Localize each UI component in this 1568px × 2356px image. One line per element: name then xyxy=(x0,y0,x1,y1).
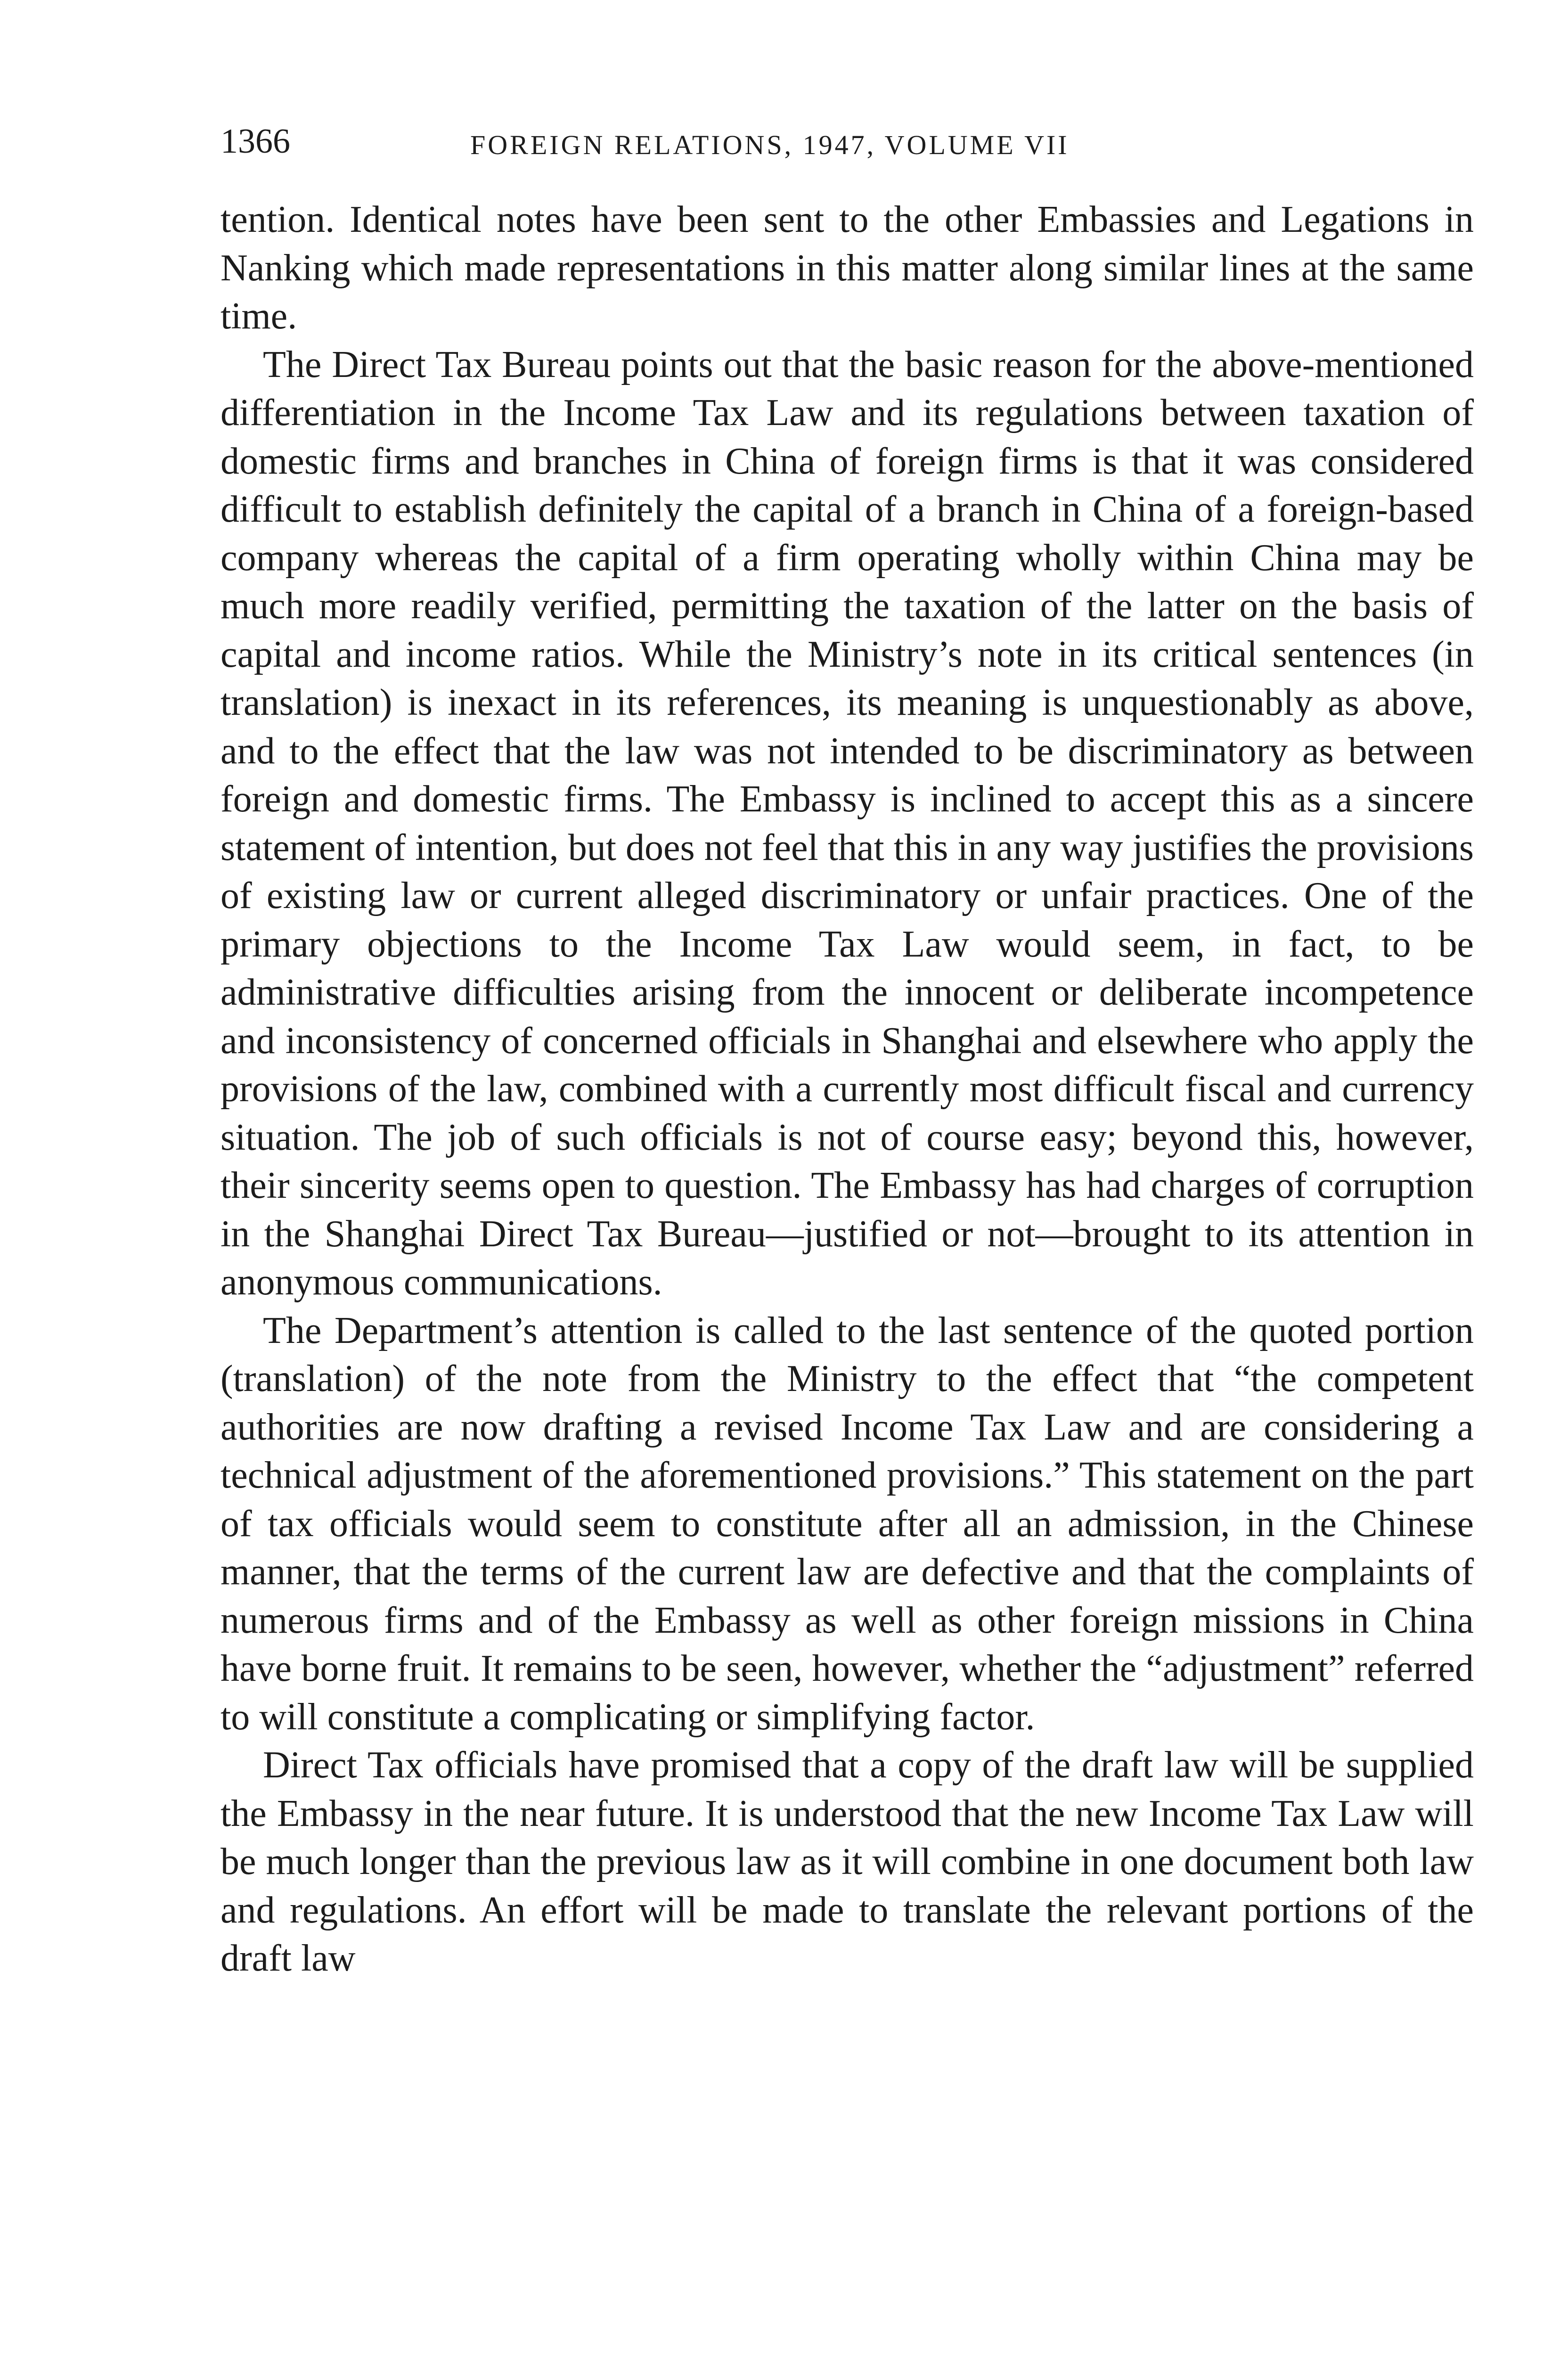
paragraph-draft-law: Direct Tax officials have promised that a copy of the draft law will be supplied the Embassy in the near future. It is understood that the new Income Tax Law will be much longer than the previous law as it will combine in one document both law and regulations. An effort will be made to translate the relevant portions of the draft law xyxy=(220,1744,1474,1979)
body-text xyxy=(220,196,1474,1983)
paragraph-department-attention: The Department’s attention is called to the last sentence of the quoted portion (translation) of the note from the Ministry to the effect that “the competent authorities are now drafting a revised Income Tax Law and are considering a technical adjustment of the aforementioned provisions.” This statement on the part of tax officials would seem to constitute after all an admission, in the Chinese manner, that the terms of the current law are defective and that the complaints of numerous firms and of the Embassy as well as other foreign missions in China have borne fruit. It remains to be seen, however, whether the “adjustment” referred to will constitute a complicating or simplifying factor. xyxy=(220,1309,1474,1738)
page-header xyxy=(220,115,1474,167)
running-title: FOREIGN RELATIONS, 1947, VOLUME VII xyxy=(470,130,1070,160)
paragraph-continuation: tention. Identical notes have been sent to the other Embassies and Legations in Nanking which made representations in this matter along similar lines at the same time. xyxy=(220,199,1474,337)
paragraph-direct-tax-bureau: The Direct Tax Bureau points out that the basic reason for the above-mentioned differentiation in the Income Tax Law and its regulations between taxation of domestic firms and branches in China of foreign firms is that it was considered difficult to establish definitely the capital of a branch in China of a foreign-based company whereas the capital of a firm operating wholly within China may be much more readily verified, permitting the taxation of the latter on the basis of capital and income ratios. While the Ministry’s note in its critical sentences (in translation) is inexact in its references, its meaning is unquestionably as above, and to the effect that the law was not intended to be discriminatory as between foreign and domestic firms. The Embassy is inclined to accept this as a sincere statement of intention, but does not feel that this in any way justifies the provisions of existing law or current alleged discriminatory or unfair practices. One of the primary objections to the Income Tax Law would seem, in fact, to be administrative difficulties arising from the innocent or deliberate incompetence and inconsistency of concerned officials in Shanghai and elsewhere who apply the provisions of the law, combined with a currently most difficult fiscal and currency situation. The job of such officials is not of course easy; beyond this, however, their sincerity seems open to question. The Embassy has had charges of corruption in the Shanghai Direct Tax Bureau—justified or not—brought to its attention in anonymous communications. xyxy=(220,344,1474,1303)
page-number: 1366 xyxy=(220,122,290,161)
